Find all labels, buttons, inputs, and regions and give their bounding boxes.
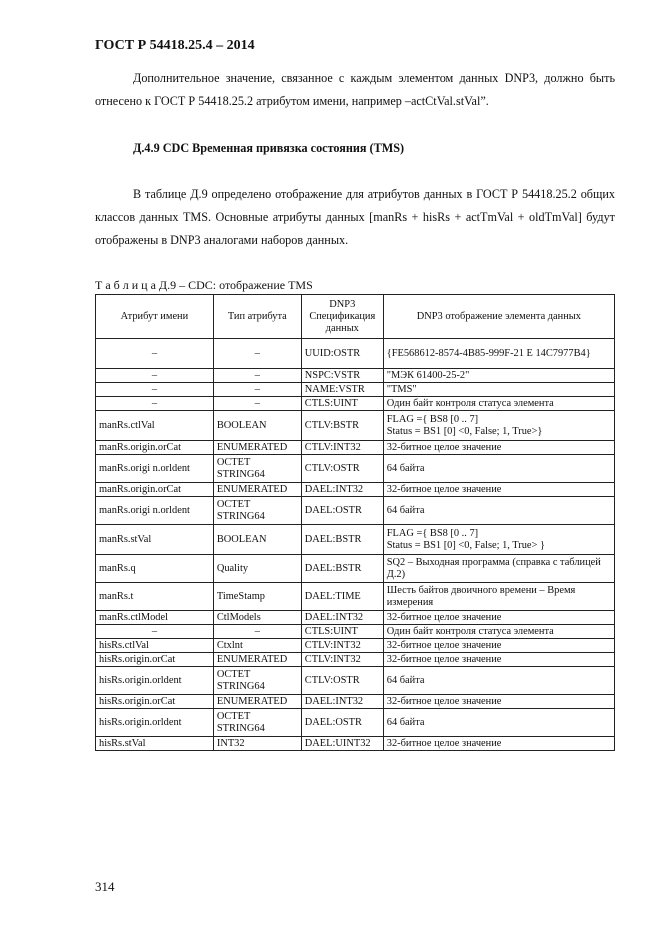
cell-dnp3-mapping: 64 байта xyxy=(383,497,614,525)
cell-dnp3-mapping: 64 байта xyxy=(383,667,614,695)
table-row xyxy=(96,737,615,751)
cell-dnp3-mapping: "МЭК 61400-25-2" xyxy=(383,369,614,383)
cell-attribute-name: manRs.origi n.orldent xyxy=(96,497,214,525)
cell-dnp3-mapping: {FE568612-8574-4B85-999F-21 E 14C7977B4} xyxy=(383,339,614,369)
cell-dnp3-mapping: 32-битное целое значение xyxy=(383,653,614,667)
cell-dnp3-spec: NSPC:VSTR xyxy=(301,369,383,383)
header-dnp3-mapping: DNP3 отображение элемента данных xyxy=(383,295,614,339)
cell-dnp3-mapping: "TMS" xyxy=(383,383,614,397)
cell-dnp3-spec: CTLV:INT32 xyxy=(301,441,383,455)
header-attribute-type: Тип атрибута xyxy=(213,295,301,339)
cell-attribute-type: – xyxy=(213,625,301,639)
cell-dnp3-spec: DAEL:BSTR xyxy=(301,525,383,555)
table-row xyxy=(96,369,615,383)
table-row xyxy=(96,653,615,667)
cell-attribute-name: manRs.ctlVal xyxy=(96,411,214,441)
table-row xyxy=(96,455,615,483)
table-row xyxy=(96,525,615,555)
cell-attribute-type: ENUMERATED xyxy=(213,695,301,709)
table-row xyxy=(96,667,615,695)
cell-attribute-name: manRs.origin.orCat xyxy=(96,441,214,455)
intro-paragraph xyxy=(95,67,615,113)
cell-attribute-type: Ctxlnt xyxy=(213,639,301,653)
table-row xyxy=(96,625,615,639)
mapping-table xyxy=(95,294,615,751)
cell-dnp3-spec: CTLS:UINT xyxy=(301,625,383,639)
cell-dnp3-spec: DAEL:BSTR xyxy=(301,555,383,583)
cell-attribute-type: TimeStamp xyxy=(213,583,301,611)
cell-attribute-name: manRs.t xyxy=(96,583,214,611)
cell-dnp3-mapping: 64 байта xyxy=(383,455,614,483)
cell-attribute-type: BOOLEAN xyxy=(213,411,301,441)
cell-dnp3-spec: DAEL:UINT32 xyxy=(301,737,383,751)
cell-dnp3-spec: DAEL:INT32 xyxy=(301,483,383,497)
cell-attribute-type: – xyxy=(213,397,301,411)
cell-dnp3-mapping: 32-битное целое значение xyxy=(383,611,614,625)
document-header: ГОСТ Р 54418.25.4 – 2014 xyxy=(95,38,255,53)
cell-attribute-type: OCTET STRING64 xyxy=(213,709,301,737)
cell-attribute-type: Quality xyxy=(213,555,301,583)
cell-attribute-name: hisRs.origin.orCat xyxy=(96,653,214,667)
cell-attribute-name: manRs.q xyxy=(96,555,214,583)
cell-dnp3-spec: DAEL:INT32 xyxy=(301,695,383,709)
section-paragraph xyxy=(95,183,615,252)
table-row xyxy=(96,397,615,411)
cell-attribute-type: – xyxy=(213,339,301,369)
cell-dnp3-mapping: 32-битное целое значение xyxy=(383,483,614,497)
cell-attribute-name: – xyxy=(96,369,214,383)
cell-attribute-type: OCTET STRING64 xyxy=(213,667,301,695)
header-attribute-name: Атрибут имени xyxy=(96,295,214,339)
cell-attribute-name: manRs.origin.orCat xyxy=(96,483,214,497)
cell-dnp3-mapping: 32-битное целое значение xyxy=(383,737,614,751)
cell-dnp3-mapping: 32-битное целое значение xyxy=(383,695,614,709)
cell-dnp3-spec: DAEL:OSTR xyxy=(301,709,383,737)
table-row xyxy=(96,441,615,455)
cell-dnp3-mapping: 64 байта xyxy=(383,709,614,737)
cell-attribute-type: – xyxy=(213,383,301,397)
cell-dnp3-spec: UUID:OSTR xyxy=(301,339,383,369)
cell-attribute-name: manRs.origi n.orldent xyxy=(96,455,214,483)
table-caption: Т а б л и ц а Д.9 – CDC: отображение TMS xyxy=(95,278,313,292)
cell-dnp3-spec: CTLV:BSTR xyxy=(301,411,383,441)
table-row xyxy=(96,639,615,653)
table-header-row xyxy=(96,295,615,339)
cell-dnp3-spec: CTLV:INT32 xyxy=(301,653,383,667)
cell-dnp3-mapping: Один байт контроля статуса элемента xyxy=(383,397,614,411)
cell-dnp3-mapping: Один байт контроля статуса элемента xyxy=(383,625,614,639)
table-row xyxy=(96,555,615,583)
cell-dnp3-spec: DAEL:INT32 xyxy=(301,611,383,625)
table-row xyxy=(96,383,615,397)
table-row xyxy=(96,483,615,497)
header-dnp3-spec: DNP3 Спецификация данных xyxy=(301,295,383,339)
cell-dnp3-mapping: SQ2 – Выходная программа (справка с таблицей Д.2) xyxy=(383,555,614,583)
cell-dnp3-spec: CTLV:INT32 xyxy=(301,639,383,653)
cell-attribute-name: hisRs.origin.orldent xyxy=(96,667,214,695)
cell-attribute-type: OCTET STRING64 xyxy=(213,455,301,483)
cell-attribute-type: ENUMERATED xyxy=(213,483,301,497)
table-row xyxy=(96,583,615,611)
cell-attribute-name: manRs.ctlModel xyxy=(96,611,214,625)
cell-attribute-type: ENUMERATED xyxy=(213,441,301,455)
cell-dnp3-spec: NAME:VSTR xyxy=(301,383,383,397)
cell-attribute-name: manRs.stVal xyxy=(96,525,214,555)
table-row xyxy=(96,695,615,709)
intro-text: Дополнительное значение, связанное с каждым элементом данных DNP3, должно быть отнесено к ГОСТ Р 54418.25.2 атрибутом имени, например –actCtVal.stVal”. xyxy=(95,71,615,108)
cell-attribute-name: hisRs.origin.orCat xyxy=(96,695,214,709)
cell-attribute-name: – xyxy=(96,383,214,397)
cell-dnp3-spec: CTLS:UINT xyxy=(301,397,383,411)
cell-dnp3-spec: DAEL:OSTR xyxy=(301,497,383,525)
cell-dnp3-spec: CTLV:OSTR xyxy=(301,667,383,695)
cell-attribute-name: – xyxy=(96,339,214,369)
cell-dnp3-mapping: FLAG ={ BS8 [0 .. 7] Status = BS1 [0] <0, False; 1, True>} xyxy=(383,411,614,441)
cell-dnp3-mapping: 32-битное целое значение xyxy=(383,441,614,455)
cell-attribute-name: – xyxy=(96,625,214,639)
cell-attribute-name: hisRs.ctlVal xyxy=(96,639,214,653)
cell-attribute-type: – xyxy=(213,369,301,383)
cell-attribute-type: BOOLEAN xyxy=(213,525,301,555)
section-text: В таблице Д.9 определено отображение для атрибутов данных в ГОСТ Р 54418.25.2 общих классов данных TMS. Основные атрибуты данных [manRs + hisRs + actTmVal + oldTmVal] будут отображены в DNP3 аналогами наборов данных. xyxy=(95,187,615,247)
cell-dnp3-mapping: Шесть байтов двоичного времени – Время измерения xyxy=(383,583,614,611)
cell-dnp3-spec: DAEL:TIME xyxy=(301,583,383,611)
cell-dnp3-mapping: 32-битное целое значение xyxy=(383,639,614,653)
table-row xyxy=(96,709,615,737)
cell-attribute-type: OCTET STRING64 xyxy=(213,497,301,525)
table-row xyxy=(96,611,615,625)
cell-attribute-type: ENUMERATED xyxy=(213,653,301,667)
page-number: 314 xyxy=(95,879,115,894)
cell-attribute-name: – xyxy=(96,397,214,411)
cell-attribute-type: CtlModels xyxy=(213,611,301,625)
cell-attribute-name: hisRs.stVal xyxy=(96,737,214,751)
table-row xyxy=(96,339,615,369)
cell-dnp3-mapping: FLAG ={ BS8 [0 .. 7] Status = BS1 [0] <0, False; 1, True> } xyxy=(383,525,614,555)
cell-dnp3-spec: CTLV:OSTR xyxy=(301,455,383,483)
section-heading: Д.4.9 CDC Временная привязка состояния (TMS) xyxy=(133,141,405,155)
table-body xyxy=(96,339,615,751)
table-row xyxy=(96,497,615,525)
cell-attribute-type: INT32 xyxy=(213,737,301,751)
table-row xyxy=(96,411,615,441)
cell-attribute-name: hisRs.origin.orldent xyxy=(96,709,214,737)
